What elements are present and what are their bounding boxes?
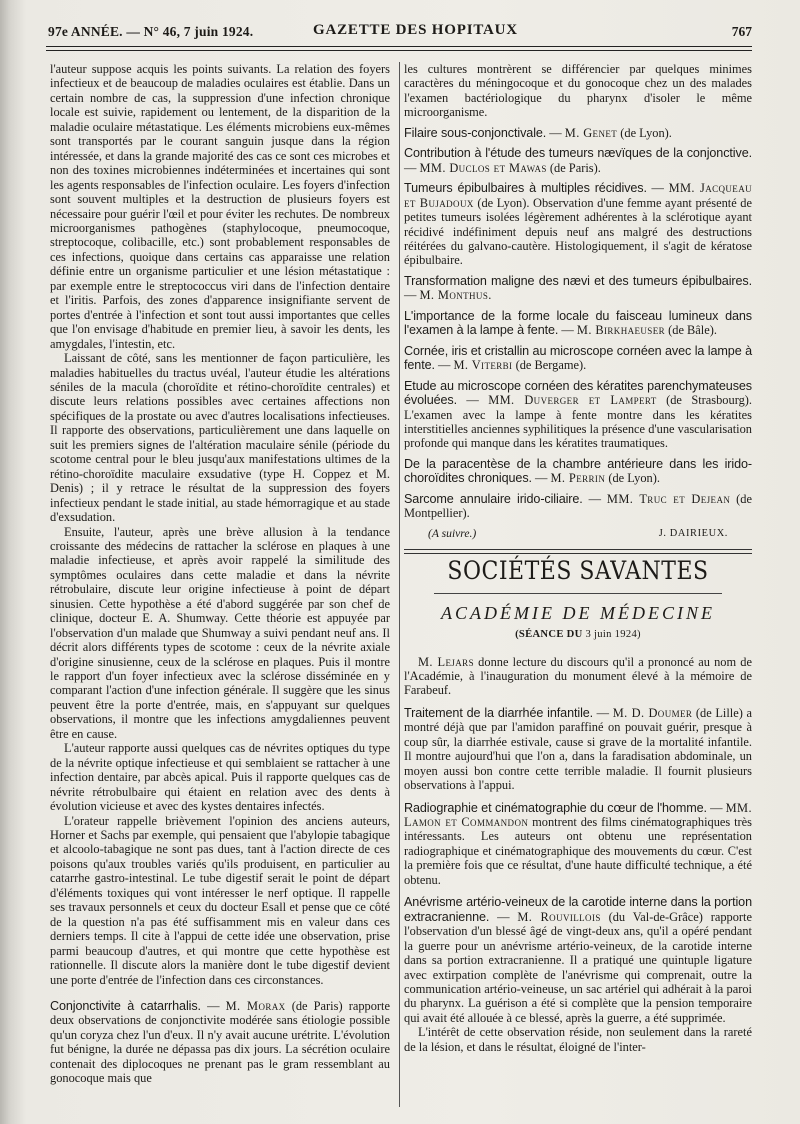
article-title: Tumeurs épibulbaires à multiples récidives. xyxy=(404,181,647,196)
article-author: M. Morax xyxy=(225,999,286,1013)
page-number: 767 xyxy=(731,24,752,39)
article-item: Contribution à l'étude des tumeurs nævïques de la conjonctive. — MM. Duclos et Mawas (de Paris). xyxy=(404,146,752,175)
running-header xyxy=(48,18,752,42)
article-text: (de Strasbourg). L'examen avec la lampe à fente montre dans les kératites interstitielles anciennes syphilitiques la présence d'une vascularisation profonde qui manque dans les kératites traumatiques. xyxy=(404,393,753,451)
signature-row xyxy=(404,527,752,541)
article-text: (de Lyon). xyxy=(608,471,660,486)
article-item: Etude au microscope cornéen des kératites parenchymateuses évoluées. — MM. Duverger et Lampert (de Strasbourg). L'examen avec la lampe à fente montre dans les kératites interstitielles anciennes syphilitiques la présence d'une vascularisation profonde qui manque dans les kératites traumatiques. xyxy=(404,378,753,451)
paragraph: Ensuite, l'auteur, après une brève allusion à la tendance croissante des médecins de rattacher la sclérose en plaques à une maladie infectieuse, et après avoir rappelé la similitude des symptômes oculaires dans cette maladie et dans la névrite rétrobulaire, discute leur origine infectieuse à point de départ sinusien. Cette hypothèse a été d'abord suggérée par son chef de clinique, docteur E. A. Shumway. Cette théorie est appuyée par l'observation d'un malade que Shumway a suivi pendant neuf ans. Il décrit alors différents types de scotome : ceux de la névrite axiale d'origine sinusienne, ceux de la sclérose en plaques. Puis il montre le rapport d'un foyer infectieux avec la sclérose disséminée en y comparant l'action d'une infection générale. Il suggère que les sinus peuvent être la porte d'entrée, mais, en s'appuyant sur quelques observations, il montre que les infections amygdaliennes peuvent être en cause. xyxy=(50,524,390,741)
article-author: MM. Duverger et Lampert xyxy=(488,393,657,408)
article-title: Transformation maligne des nævi et des tumeurs épibulbaires. xyxy=(404,273,752,288)
article-title: Anévrisme artério-veineux de la carotide interne dans la portion extracranienne. xyxy=(404,895,752,924)
article-text: (de Bâle). xyxy=(668,323,717,338)
article-title: Sarcome annulaire irido-ciliaire. xyxy=(404,491,583,506)
article-item: Radiographie et cinématographie du cœur de l'homme. — MM. Lamon et Commandon montrent des films cinématographiques très intéressants. Les auteurs ont obtenu une représentation radiographique et cinématographique des mouvements du cœur. C'est la première fois que ce résultat, d'une haute difficulté technique, a été obtenu. xyxy=(404,800,752,887)
left-column xyxy=(50,62,390,1086)
section-separator xyxy=(404,549,752,554)
issue-info: 97e ANNÉE. — N° 46, 7 juin 1924. xyxy=(48,24,254,39)
article-author: M. Monthus xyxy=(419,288,489,303)
article-title: Contribution à l'étude des tumeurs nævïques de la conjonctive. xyxy=(404,146,752,161)
article-text: montrent des films cinématographiques très intéressants. Les auteurs ont obtenu une représentation radiographique et cinématographique des mouvements du cœur. C'est la première fois que ce résultat, d'une haute difficulté technique, a été obtenu. xyxy=(404,815,752,887)
paragraph: les cultures montrèrent se différencier par quelques minimes caractères du méningocoque et du gonocoque chez un des malades l'examen bactériologique du pharynx d'isoler le même microorganisme. xyxy=(404,62,752,120)
article-text: donne lecture du discours qu'il a prononcé au nom de l'Académie, à l'inauguration du monument élevé à la mémoire de Farabeuf. xyxy=(404,654,752,698)
article-author: M. Perrin xyxy=(550,471,606,486)
section-title: SOCIÉTÉS SAVANTES xyxy=(447,557,709,586)
journal-title: GAZETTE DES HOPITAUX xyxy=(313,22,518,38)
article-author: MM. Truc et Dejean xyxy=(606,491,731,506)
article-text: (du Val-de-Grâce) rapporte l'observation d'un blessé âgé de vingt-deux ans, qu'il a opéré pendant la guerre pour un anévrisme artério-veineux, de la carotide interne dans sa portion extracranienne. Il a pratiqué une quintuple ligature avec extirpation complète de l'anévrisme qui comprenait, outre la communication artério-veineuse, un sac artériel qui adhérait à la paroi du pharynx. La guérison a été si complète que la pension temporaire qui avait été allouée à ce blessé, après la guerre, a été supprimée. xyxy=(404,909,752,1025)
article-author: M. Lejars xyxy=(418,654,474,669)
article-title: Conjonctivite à catarrhalis. xyxy=(50,999,201,1013)
article-author: M. Birkhaeuser xyxy=(576,323,666,338)
article-author: M. Viterbi xyxy=(453,358,513,373)
article-author: MM. Duclos et Mawas xyxy=(419,160,547,175)
article-title: De la paracentèse de la chambre antérieure dans les irido-choroïdites chroniques. xyxy=(404,456,752,486)
article-item: Anévrisme artério-veineux de la carotide interne dans la portion extracranienne. — M. Rouvillois (du Val-de-Grâce) rapporte l'observation d'un blessé âgé de vingt-deux ans, qu'il a opéré pendant la guerre pour un anévrisme artério-veineux, de la carotide interne dans sa portion extracranienne. Il a pratiqué une quintuple ligature avec extirpation complète de l'anévrisme qui comprenait, outre la communication artério-veineuse, un sac artériel qui adhérait à la paroi du pharynx. La guérison a été si complète que la pension temporaire qui avait été allouée à ce blessé, après la guerre, a été supprimée. xyxy=(404,895,752,1025)
paragraph: L'orateur rappelle brièvement l'opinion des anciens auteurs, Horner et Sachs par exemple, qui pensaient que l'abylopie tabagique et alcoolo-tabagique ne sont pas dues, tant à l'action directe de ces poisons qu'aux troubles variés qu'ils produisent, en particulier au catarrhe gastro-intestinal. Le tube digestif serait le point de départ d'éléments toxiques qui vont intéresser le nerf optique. Il rappelle ses travaux personnels et ceux du docteur Esall et pense que ce côté de la question n'a pas été suffisamment mis en valeur dans ces derniers temps. Il cite à l'appui de cette idée une observation, prise parmi beaucoup d'autres, et qui montre que cette hypothèse est rationnelle. Il discute alors la manière dont le tube digestif devient une porte d'entrée de l'infection dans ces circonstances. xyxy=(50,813,390,987)
article-title: Traitement de la diarrhée infantile. xyxy=(404,705,594,720)
article-item: Tumeurs épibulbaires à multiples récidives. — MM. Jacqueau et Bujadoux (de Lyon). Observation d'une femme ayant présenté de petites tumeurs isolées légèrement adhérentes à la sclérotique ayant récidivé indéfiniment depuis neuf ans malgré des destructions réitérées du galvano-cautère. Histologiquement, il s'agit de kératose épibulbaire. xyxy=(404,181,752,268)
article-text: (de Lyon). xyxy=(620,125,672,140)
paragraph: L'intérêt de cette observation réside, non seulement dans la rareté de la lésion, et dans le résultat, éloigné de l'inter- xyxy=(404,1025,752,1054)
session-label: (SÉANCE DU xyxy=(515,629,583,641)
header-rule-second xyxy=(46,50,752,51)
article-item: Traitement de la diarrhée infantile. — M. D. Doumer (de Lille) a montré déjà que par l'amidon paraffiné on pouvait guérir, presque à coup sûr, la diarrhée estivale, cause si grave de la mortalité infantile. Il montre aujourd'hui que l'on a, dans la faradisation abdominale, un moyen aussi bon contre cette terrible maladie. Il fournit plusieurs observations à l'appui. xyxy=(404,705,752,793)
column-divider xyxy=(399,62,400,1107)
author-signature: J. DAIRIEUX. xyxy=(658,527,728,539)
article-author: M. Rouvillois xyxy=(517,909,601,924)
paragraph: l'auteur suppose acquis les points suivants. La relation des foyers infectieux et de beaucoup de maladies oculaires est établie. Dans un certain nombre de cas, la suppression d'une infection chronique locale est suivie, rapidement ou lentement, de la disparition de la maladie oculaire métastatique. Les éléments microbiens eux-mêmes sont transportés par le courant sanguin jusque dans la région intéressée, et dans la grande majorité des cas ce sont ces microbes et non des toxines microbiennes indéterminées et incertaines qui sont les agents responsables de l'infection oculaire. Les foyers d'infection sont souvent multiples et la destruction de plusieurs foyers est nécessaire pour guérir l'œil et pour éviter les rechutes. De nombreux microorganismes pathogènes (staphylocoque, pneumocoque, streptocoque, colibacille, etc.) sont probablement responsables de ces infections, quoique dans certains cas apparaisse une relation définie entre un organisme particulier et une lésion métastatique : par exemple entre le streptococcus viri dans de l'infection dentaire et l'iritis. Parfois, des zones d'apparence insignifiante servent de portes d'entrée à l'infection et sont tout aussi importantes que celles que l'on envisage d'habitude en premier lieu, à savoir les dents, les amygdales, l'intestin, etc. xyxy=(50,62,390,351)
article-author: MM. Jacqueau et Bujadoux xyxy=(404,181,752,210)
to-follow-note: (A suivre.) xyxy=(428,526,477,540)
session-date xyxy=(404,628,752,642)
article-text: (de Montpellier). xyxy=(404,491,752,521)
article-title: Etude au microscope cornéen des kératites parenchymateuses évoluées. xyxy=(404,378,752,408)
article-text: (de Paris). xyxy=(549,160,601,175)
article-title: Radiographie et cinématographie du cœur de l'homme. xyxy=(404,800,707,815)
section-rule xyxy=(434,593,722,594)
article-title: Filaire sous-conjonctivale. xyxy=(404,125,547,140)
article-item: De la paracentèse de la chambre antérieure dans les irido-choroïdites chroniques. — M. Perrin (de Lyon). xyxy=(404,456,752,486)
paragraph-lejars xyxy=(404,655,752,698)
article-item: Transformation maligne des nævi et des tumeurs épibulbaires. — M. Monthus. xyxy=(404,273,752,303)
session-day: 3 juin 1924) xyxy=(585,629,641,641)
header-rule xyxy=(46,46,752,47)
article-author: M. Genet xyxy=(564,125,618,140)
paragraph: L'auteur rapporte aussi quelques cas de névrites optiques du type de la névrite optique infectieuse et qui semblaient se rattacher à une infection dentaire, par abcès apical. Puis il rapporte quelques cas de névrite rétrobulbaire qui étaient en relation avec des dents à évolution vicieuse et avec des kystes dentaires infectés. xyxy=(50,741,390,814)
article-title: L'importance de la forme locale du faisceau lumineux dans l'examen à la lampe à fente. xyxy=(404,308,752,338)
article-title: Cornée, iris et cristallin au microscope cornéen avec la lampe à fente. xyxy=(404,343,752,373)
article-text: . xyxy=(488,288,492,303)
article-item: Sarcome annulaire irido-ciliaire. — MM. Truc et Dejean (de Montpellier). xyxy=(404,491,752,521)
article-author: MM. Lamon et Commandon xyxy=(404,800,752,830)
paragraph: Laissant de côté, sans les mentionner de façon particulière, les maladies habituelles du tractus uvéal, l'auteur étudie les altérations séniles de la macula (choroïdite et rétino-choroïdite centrales) et discute leurs relations possibles avec certaines affections non spécifiques de la prostate ou avec d'autres localisations infectieuses. Il rapporte des observations, particulièrement une dans laquelle on suit les premiers signes de l'altération maculaire sénile (période du scotome central pour le bleu jusqu'aux manifestations ultimes de la rétino-choroïdite maculaire exsudative (type H. Coppez et M. Denis) ; il y retrace le résultat de la suppression des foyers infectieux pendant le stade initial, au stade hémorragique et au stade d'exsudation. xyxy=(50,351,390,525)
article-text: (de Bergame). xyxy=(515,358,587,373)
article-text: (de Lille) a montré déjà que par l'amidon paraffiné on pouvait guérir, presque à coup sûr, la diarrhée estivale, cause si grave de la mortalité infantile. Il montre aujourd'hui que l'on a, dans la faradisation abdominale, un moyen aussi bon contre cette terrible maladie. Il fournit plusieurs observations à l'appui. xyxy=(404,705,752,793)
article-conjonctivite: Conjonctivite à catarrhalis. — M. Morax (de Paris) rapporte deux observations de conjonctivite modérée sans étiologie possible qu'un coryza chez l'un d'eux. Il n'y avait aucune urétrite. L'évolution fut bénigne, la durée ne dépassa pas dix jours. La sécrétion oculaire contenait des diplocoques ne prenant pas le gram ressemblant au gonocoque mais que xyxy=(50,999,390,1086)
academy-heading: ACADÉMIE DE MÉDECINE xyxy=(441,602,715,623)
article-item: Filaire sous-conjonctivale. — M. Genet (de Lyon). xyxy=(404,125,672,140)
article-text: (de Lyon). Observation d'une femme ayant présenté de petites tumeurs isolées légèrement adhérentes à la sclérotique ayant récidivé indéfiniment depuis neuf ans malgré des destructions réitérées du galvano-cautère. Histologiquement, il s'agit de kératose épibulbaire. xyxy=(404,195,752,268)
article-author: M. D. Doumer xyxy=(612,705,693,720)
right-column xyxy=(404,62,752,1054)
article-item: Cornée, iris et cristallin au microscope cornéen avec la lampe à fente. — M. Viterbi (de Bergame). xyxy=(404,343,752,373)
article-item: L'importance de la forme locale du faisceau lumineux dans l'examen à la lampe à fente. — M. Birkhaeuser (de Bâle). xyxy=(404,308,752,338)
article-text: (de Paris) rapporte deux observations de conjonctivite modérée sans étiologie possible qu'un coryza chez l'un d'eux. Il n'y avait aucune urétrite. L'évolution fut bénigne, la durée ne dépassa pas dix jours. La sécrétion oculaire contenait des diplocoques ne prenant pas le gram ressemblant au gonocoque mais que xyxy=(50,999,390,1086)
